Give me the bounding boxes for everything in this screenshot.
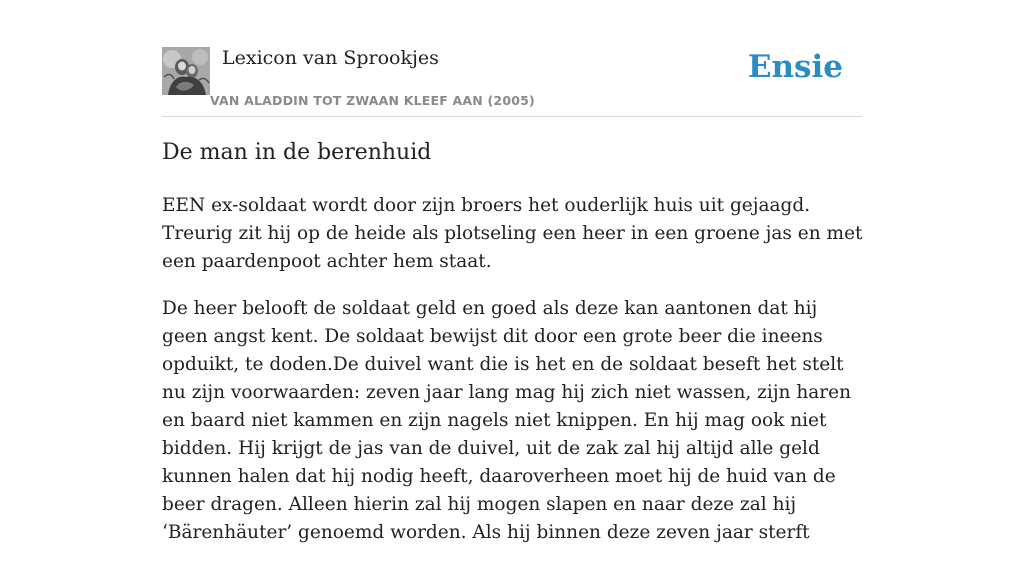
entry-title: De man in de berenhuid <box>162 140 432 165</box>
brand-logo[interactable]: Ensie <box>747 49 843 85</box>
source-header <box>162 46 862 117</box>
source-avatar[interactable] <box>162 47 210 95</box>
source-subtitle[interactable]: VAN ALADDIN TOT ZWAAN KLEEF AAN (2005) <box>210 93 535 108</box>
article-paragraph: EEN ex-soldaat wordt door zijn broers het ouderlijk huis uit gejaagd. Treurig zit hij op de heide als plotseling een heer in een groene jas en met een paardenpoot achter hem staat. <box>162 195 863 272</box>
article-body <box>162 192 864 566</box>
source-title[interactable]: Lexicon van Sprookjes <box>222 47 439 69</box>
article-paragraph: De heer belooft de soldaat geld en goed als deze kan aantonen dat hij geen angst kent. De soldaat bewijst dit door een grote beer die ineens opduikt, te doden.De duivel want die is het en de soldaat beseft het stelt nu zijn voorwaarden: zeven jaar lang mag hij zich niet wassen, zijn haren en baard niet kammen en zijn nagels niet knippen. En hij mag ook niet bidden. Hij krijgt de jas van de duivel, uit de zak zal hij altijd alle geld kunnen halen dat hij nodig heeft, daaroverheen moet hij de huid van de beer dragen. Alleen hierin zal hij mogen slapen en naar deze zal hij ‘Bärenhäuter’ genoemd worden. Als hij binnen deze zeven jaar sterft <box>162 298 852 543</box>
engraving-portrait-icon <box>162 47 210 95</box>
